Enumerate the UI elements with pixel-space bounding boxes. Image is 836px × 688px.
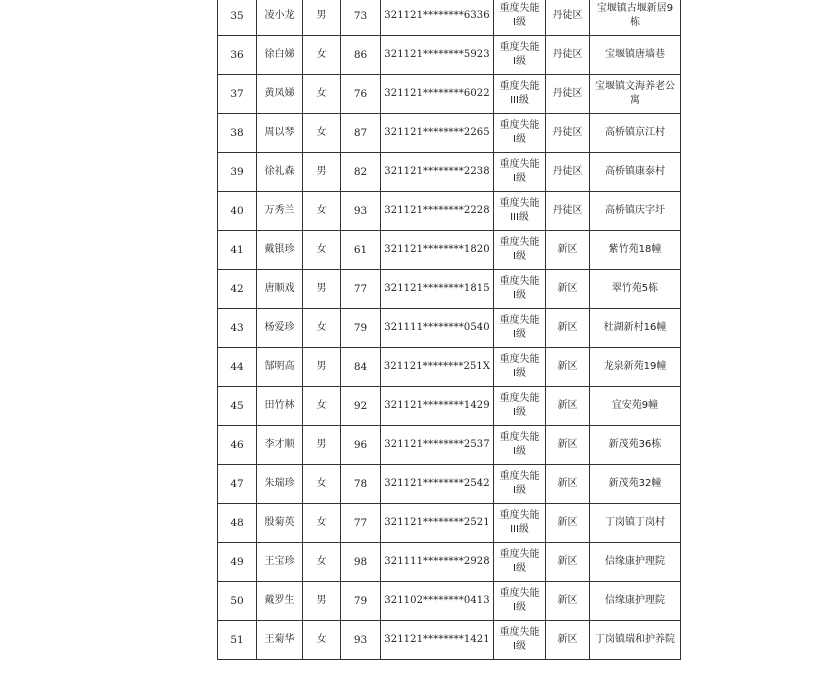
- cell-age: 77: [341, 270, 381, 309]
- cell-serial-number: 43: [218, 309, 257, 348]
- cell-serial-number: 49: [218, 543, 257, 582]
- cell-age: 86: [341, 36, 381, 75]
- table-row: [218, 348, 681, 387]
- cell-serial-number: 41: [218, 231, 257, 270]
- table-row: [218, 75, 681, 114]
- cell-district: 丹徒区: [546, 114, 590, 153]
- cell-gender: 男: [303, 153, 341, 192]
- cell-gender: 女: [303, 114, 341, 153]
- cell-district: 新区: [546, 504, 590, 543]
- cell-gender: 女: [303, 543, 341, 582]
- cell-name: 戴银珍: [257, 231, 303, 270]
- cell-gender: 男: [303, 582, 341, 621]
- cell-disability-level: 重度失能 I级: [494, 153, 546, 192]
- cell-id-number: 321121********1421: [381, 621, 494, 660]
- cell-address: 丁岗镇瑞和护养院: [590, 621, 681, 660]
- cell-name: 徐礼森: [257, 153, 303, 192]
- cell-name: 凌小龙: [257, 0, 303, 36]
- table-body: [218, 0, 681, 660]
- cell-disability-level: 重度失能 I级: [494, 426, 546, 465]
- cell-name: 李才顺: [257, 426, 303, 465]
- cell-gender: 女: [303, 309, 341, 348]
- cell-address: 信缘康护理院: [590, 543, 681, 582]
- cell-name: 郜明高: [257, 348, 303, 387]
- cell-disability-level: 重度失能 I级: [494, 465, 546, 504]
- cell-gender: 男: [303, 348, 341, 387]
- cell-name: 殷菊英: [257, 504, 303, 543]
- table-row: [218, 387, 681, 426]
- cell-age: 96: [341, 426, 381, 465]
- cell-serial-number: 46: [218, 426, 257, 465]
- table-row: [218, 114, 681, 153]
- cell-gender: 女: [303, 75, 341, 114]
- cell-name: 朱瑞珍: [257, 465, 303, 504]
- cell-name: 杨爱珍: [257, 309, 303, 348]
- cell-serial-number: 35: [218, 0, 257, 36]
- table-row: [218, 153, 681, 192]
- cell-serial-number: 39: [218, 153, 257, 192]
- table-row: [218, 582, 681, 621]
- cell-address: 龙泉新苑19幢: [590, 348, 681, 387]
- cell-district: 新区: [546, 348, 590, 387]
- cell-id-number: 321121********2542: [381, 465, 494, 504]
- cell-age: 93: [341, 192, 381, 231]
- cell-serial-number: 36: [218, 36, 257, 75]
- table-row: [218, 465, 681, 504]
- cell-address: 高桥镇庆字圩: [590, 192, 681, 231]
- cell-age: 93: [341, 621, 381, 660]
- cell-district: 新区: [546, 387, 590, 426]
- cell-id-number: 321121********2521: [381, 504, 494, 543]
- cell-address: 宝堰镇唐墙巷: [590, 36, 681, 75]
- cell-district: 丹徒区: [546, 36, 590, 75]
- cell-disability-level: 重度失能 III级: [494, 504, 546, 543]
- cell-gender: 女: [303, 231, 341, 270]
- cell-address: 翠竹苑5栋: [590, 270, 681, 309]
- table-row: [218, 504, 681, 543]
- cell-age: 79: [341, 309, 381, 348]
- cell-name: 田竹林: [257, 387, 303, 426]
- cell-gender: 女: [303, 36, 341, 75]
- cell-disability-level: 重度失能 I级: [494, 543, 546, 582]
- cell-address: 新茂苑32幢: [590, 465, 681, 504]
- cell-serial-number: 48: [218, 504, 257, 543]
- table-row: [218, 270, 681, 309]
- table-row: [218, 231, 681, 270]
- cell-age: 79: [341, 582, 381, 621]
- cell-serial-number: 47: [218, 465, 257, 504]
- cell-id-number: 321121********2265: [381, 114, 494, 153]
- cell-gender: 女: [303, 621, 341, 660]
- cell-disability-level: 重度失能 I级: [494, 114, 546, 153]
- cell-id-number: 321121********2537: [381, 426, 494, 465]
- cell-address: 新茂苑36栋: [590, 426, 681, 465]
- disability-recipient-table: [217, 0, 681, 660]
- cell-id-number: 321121********5923: [381, 36, 494, 75]
- cell-id-number: 321121********1820: [381, 231, 494, 270]
- cell-address: 高桥镇康泰村: [590, 153, 681, 192]
- cell-age: 82: [341, 153, 381, 192]
- cell-district: 新区: [546, 621, 590, 660]
- cell-address: 杜湖新村16幢: [590, 309, 681, 348]
- table-row: [218, 309, 681, 348]
- cell-district: 丹徒区: [546, 0, 590, 36]
- cell-serial-number: 42: [218, 270, 257, 309]
- cell-serial-number: 50: [218, 582, 257, 621]
- cell-name: 万秀兰: [257, 192, 303, 231]
- cell-disability-level: 重度失能 I级: [494, 0, 546, 36]
- cell-address: 丁岗镇丁岗村: [590, 504, 681, 543]
- cell-id-number: 321121********6022: [381, 75, 494, 114]
- cell-disability-level: 重度失能 I级: [494, 36, 546, 75]
- cell-gender: 女: [303, 192, 341, 231]
- cell-name: 徐白娣: [257, 36, 303, 75]
- cell-age: 98: [341, 543, 381, 582]
- cell-disability-level: 重度失能 I级: [494, 348, 546, 387]
- cell-district: 新区: [546, 270, 590, 309]
- table-row: [218, 543, 681, 582]
- cell-disability-level: 重度失能 I级: [494, 582, 546, 621]
- cell-disability-level: 重度失能 I级: [494, 309, 546, 348]
- cell-name: 王宝珍: [257, 543, 303, 582]
- cell-gender: 女: [303, 387, 341, 426]
- cell-gender: 女: [303, 465, 341, 504]
- cell-disability-level: 重度失能 III级: [494, 75, 546, 114]
- table-row: [218, 192, 681, 231]
- cell-district: 新区: [546, 465, 590, 504]
- cell-serial-number: 51: [218, 621, 257, 660]
- table-row: [218, 36, 681, 75]
- cell-district: 丹徒区: [546, 153, 590, 192]
- cell-disability-level: 重度失能 I级: [494, 387, 546, 426]
- cell-district: 新区: [546, 543, 590, 582]
- cell-address: 宝堰镇古堰新居9栋: [590, 0, 681, 36]
- cell-age: 76: [341, 75, 381, 114]
- cell-address: 宜安苑9幢: [590, 387, 681, 426]
- cell-district: 新区: [546, 309, 590, 348]
- cell-disability-level: 重度失能 I级: [494, 621, 546, 660]
- document-table-container: [217, 0, 681, 660]
- cell-id-number: 321111********0540: [381, 309, 494, 348]
- cell-id-number: 321111********2928: [381, 543, 494, 582]
- cell-name: 黄凤娣: [257, 75, 303, 114]
- cell-serial-number: 44: [218, 348, 257, 387]
- cell-age: 73: [341, 0, 381, 36]
- cell-id-number: 321121********2228: [381, 192, 494, 231]
- cell-address: 高桥镇京江村: [590, 114, 681, 153]
- cell-age: 87: [341, 114, 381, 153]
- cell-serial-number: 38: [218, 114, 257, 153]
- cell-serial-number: 37: [218, 75, 257, 114]
- cell-district: 新区: [546, 426, 590, 465]
- cell-name: 戴罗生: [257, 582, 303, 621]
- cell-disability-level: 重度失能 III级: [494, 192, 546, 231]
- cell-gender: 男: [303, 0, 341, 36]
- table-row: [218, 426, 681, 465]
- cell-name: 唐顺戏: [257, 270, 303, 309]
- cell-name: 周以琴: [257, 114, 303, 153]
- cell-name: 王菊华: [257, 621, 303, 660]
- cell-address: 宝堰镇文海养老公寓: [590, 75, 681, 114]
- cell-id-number: 321121********251X: [381, 348, 494, 387]
- cell-district: 新区: [546, 582, 590, 621]
- cell-id-number: 321121********1815: [381, 270, 494, 309]
- cell-district: 新区: [546, 231, 590, 270]
- cell-serial-number: 40: [218, 192, 257, 231]
- cell-age: 92: [341, 387, 381, 426]
- cell-address: 信缘康护理院: [590, 582, 681, 621]
- cell-age: 84: [341, 348, 381, 387]
- table-row: [218, 0, 681, 36]
- cell-district: 丹徒区: [546, 75, 590, 114]
- cell-id-number: 321121********6336: [381, 0, 494, 36]
- table-row: [218, 621, 681, 660]
- cell-district: 丹徒区: [546, 192, 590, 231]
- cell-age: 78: [341, 465, 381, 504]
- cell-age: 61: [341, 231, 381, 270]
- cell-gender: 女: [303, 504, 341, 543]
- cell-age: 77: [341, 504, 381, 543]
- cell-gender: 男: [303, 426, 341, 465]
- cell-id-number: 321121********1429: [381, 387, 494, 426]
- cell-id-number: 321121********2238: [381, 153, 494, 192]
- cell-disability-level: 重度失能 I级: [494, 231, 546, 270]
- cell-serial-number: 45: [218, 387, 257, 426]
- cell-id-number: 321102********0413: [381, 582, 494, 621]
- cell-disability-level: 重度失能 I级: [494, 270, 546, 309]
- cell-address: 紫竹苑18幢: [590, 231, 681, 270]
- cell-gender: 男: [303, 270, 341, 309]
